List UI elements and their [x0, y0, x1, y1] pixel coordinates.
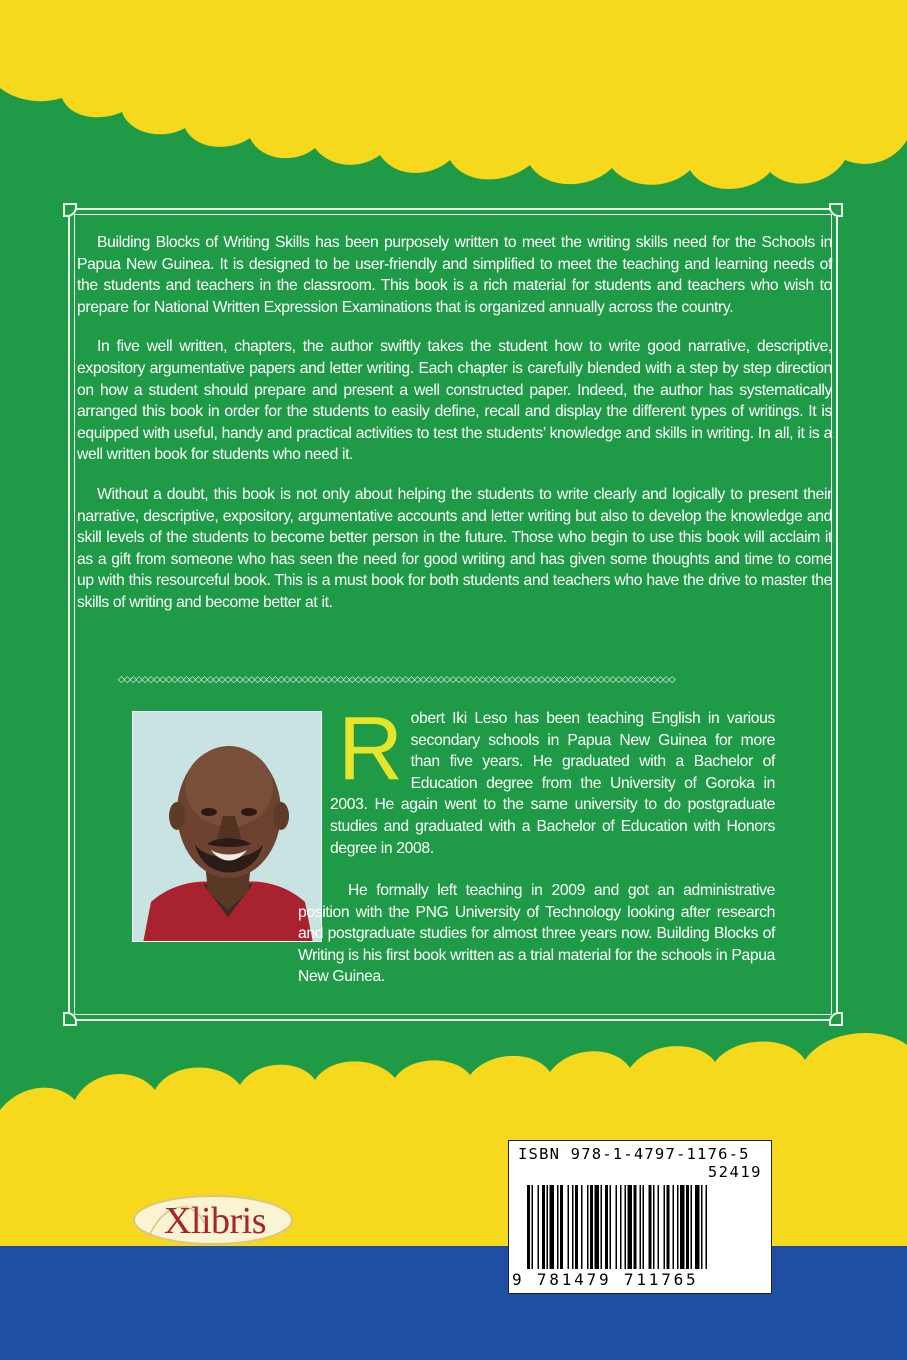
frame-corner	[829, 1012, 843, 1026]
barcode-bar	[653, 1185, 655, 1269]
barcode-bar	[542, 1185, 545, 1269]
barcode-bar	[568, 1185, 570, 1269]
author-photo	[132, 711, 322, 942]
blurb-paragraph: Building Blocks of Writing Skills has been purposely written to meet the writing skills need for the Schools in Papua New Guinea. It is designed to be user-friendly and simplified to meet the teaching and learning needs of the students and teachers in the classroom. This book is a rich material for students and teachers who wish to prepare for National Written Expression Examinations that is organized annually across the country.	[77, 234, 832, 316]
barcode-bar	[706, 1185, 708, 1269]
barcode-bar	[610, 1185, 612, 1269]
author-bio-text: obert Iki Leso has been teaching English in various secondary schools in Papua New Guinea for more than five years. He graduated with a Bachelor of Education degree from the University of Goroka in 2003. He again went to the same university to do postgraduate studies and graduated with a Bachelor of Education with Honors degree in 2008.	[330, 710, 775, 857]
author-bio-continued	[298, 880, 775, 988]
barcode-bar	[664, 1185, 666, 1269]
barcode-bar	[673, 1185, 675, 1269]
barcode-bar	[538, 1185, 540, 1269]
barcode-bar	[532, 1185, 534, 1269]
publisher-name: Xlibris	[163, 1200, 267, 1242]
barcode-bar	[680, 1185, 685, 1269]
barcode-bar	[625, 1185, 627, 1269]
barcode-bar	[658, 1185, 660, 1269]
frame-corner	[63, 1012, 77, 1026]
frame-corner	[829, 203, 843, 217]
barcode-bars	[527, 1185, 757, 1271]
barcode-bar	[595, 1185, 600, 1269]
barcode-bar	[640, 1185, 642, 1269]
barcode-ean-digits: 9 781479 711765	[512, 1270, 699, 1289]
barcode-bar	[590, 1185, 593, 1269]
barcode-bar	[581, 1185, 583, 1269]
barcode-bar	[560, 1185, 563, 1269]
barcode-bar	[587, 1185, 589, 1269]
blurb-paragraph: In five well written, chapters, the author swiftly takes the student how to write good narrative, descriptive, expository argumentative papers and letter writing. Each chapter is carefully blended with a step by step direction on how a student should prepare and present a well constructed paper. Indeed, the author has systematically arranged this book in order for the students to easily define, recall and display the different types of writings. It is equipped with useful, handy and practical activities to test the students’ knowledge and skills in writing. In all, it is a well written book for students who need it.	[77, 338, 832, 464]
barcode-bar	[643, 1185, 645, 1269]
ornamental-divider: ◇◇◇◇◇◇◇◇◇◇◇◇◇◇◇◇◇◇◇◇◇◇◇◇◇◇◇◇◇◇◇◇◇◇◇◇◇◇◇◇◇◇◇◇◇◇◇◇◇◇◇◇◇◇◇◇◇◇◇◇◇◇◇◇◇◇◇◇◇◇◇◇◇◇◇◇◇◇◇◇◇◇◇◇◇◇◇◇◇◇◇◇◇◇	[118, 675, 675, 683]
author-portrait-illustration	[133, 712, 322, 942]
author-bio	[330, 699, 775, 859]
barcode-bar	[601, 1185, 603, 1269]
author-bio-paragraph	[330, 699, 775, 859]
drop-cap: R	[338, 699, 403, 799]
isbn-barcode	[508, 1140, 772, 1294]
barcode-bar	[547, 1185, 549, 1269]
barcode-bar	[605, 1185, 608, 1269]
barcode-bar	[686, 1185, 689, 1269]
author-bio-paragraph: He formally left teaching in 2009 and got an administrative position with the PNG University of Technology looking after research and postgraduate studies for almost three years now. Building Blocks of Writing is his first book written as a trial material for the schools in Papua New Guinea.	[298, 882, 775, 986]
barcode-bar	[620, 1185, 622, 1269]
isbn-label: ISBN 978-1-4797-1176-5	[518, 1145, 750, 1163]
barcode-bar	[701, 1185, 703, 1269]
barcode-bar	[628, 1185, 633, 1269]
barcode-bar	[667, 1185, 670, 1269]
barcode-bar	[550, 1185, 555, 1269]
barcode-bar	[616, 1185, 618, 1269]
barcode-bar	[695, 1185, 700, 1269]
barcode-bar	[527, 1185, 530, 1269]
barcode-addon-digits: 52419	[707, 1163, 762, 1181]
barcode-bar	[575, 1185, 578, 1269]
barcode-bar	[649, 1185, 652, 1269]
barcode-bar	[677, 1185, 679, 1269]
barcode-bar	[691, 1185, 693, 1269]
barcode-bar	[557, 1185, 559, 1269]
barcode-bar	[634, 1185, 637, 1269]
frame-corner	[63, 203, 77, 217]
book-blurb	[77, 232, 832, 632]
barcode-bar	[572, 1185, 574, 1269]
blurb-paragraph: Without a doubt, this book is not only about helping the students to write clearly and logically to present their narrative, descriptive, expository, argumentative accounts and letter writing but also to develop the knowledge and skill levels of the students to become better person in the future. Those who begin to use this book will acclaim it as a gift from someone who has seen the need for good writing and has given some thoughts and time to come up with this resourceful book. This is a must book for both students and teachers who have the drive to master the skills of writing and become better at it.	[77, 485, 832, 611]
